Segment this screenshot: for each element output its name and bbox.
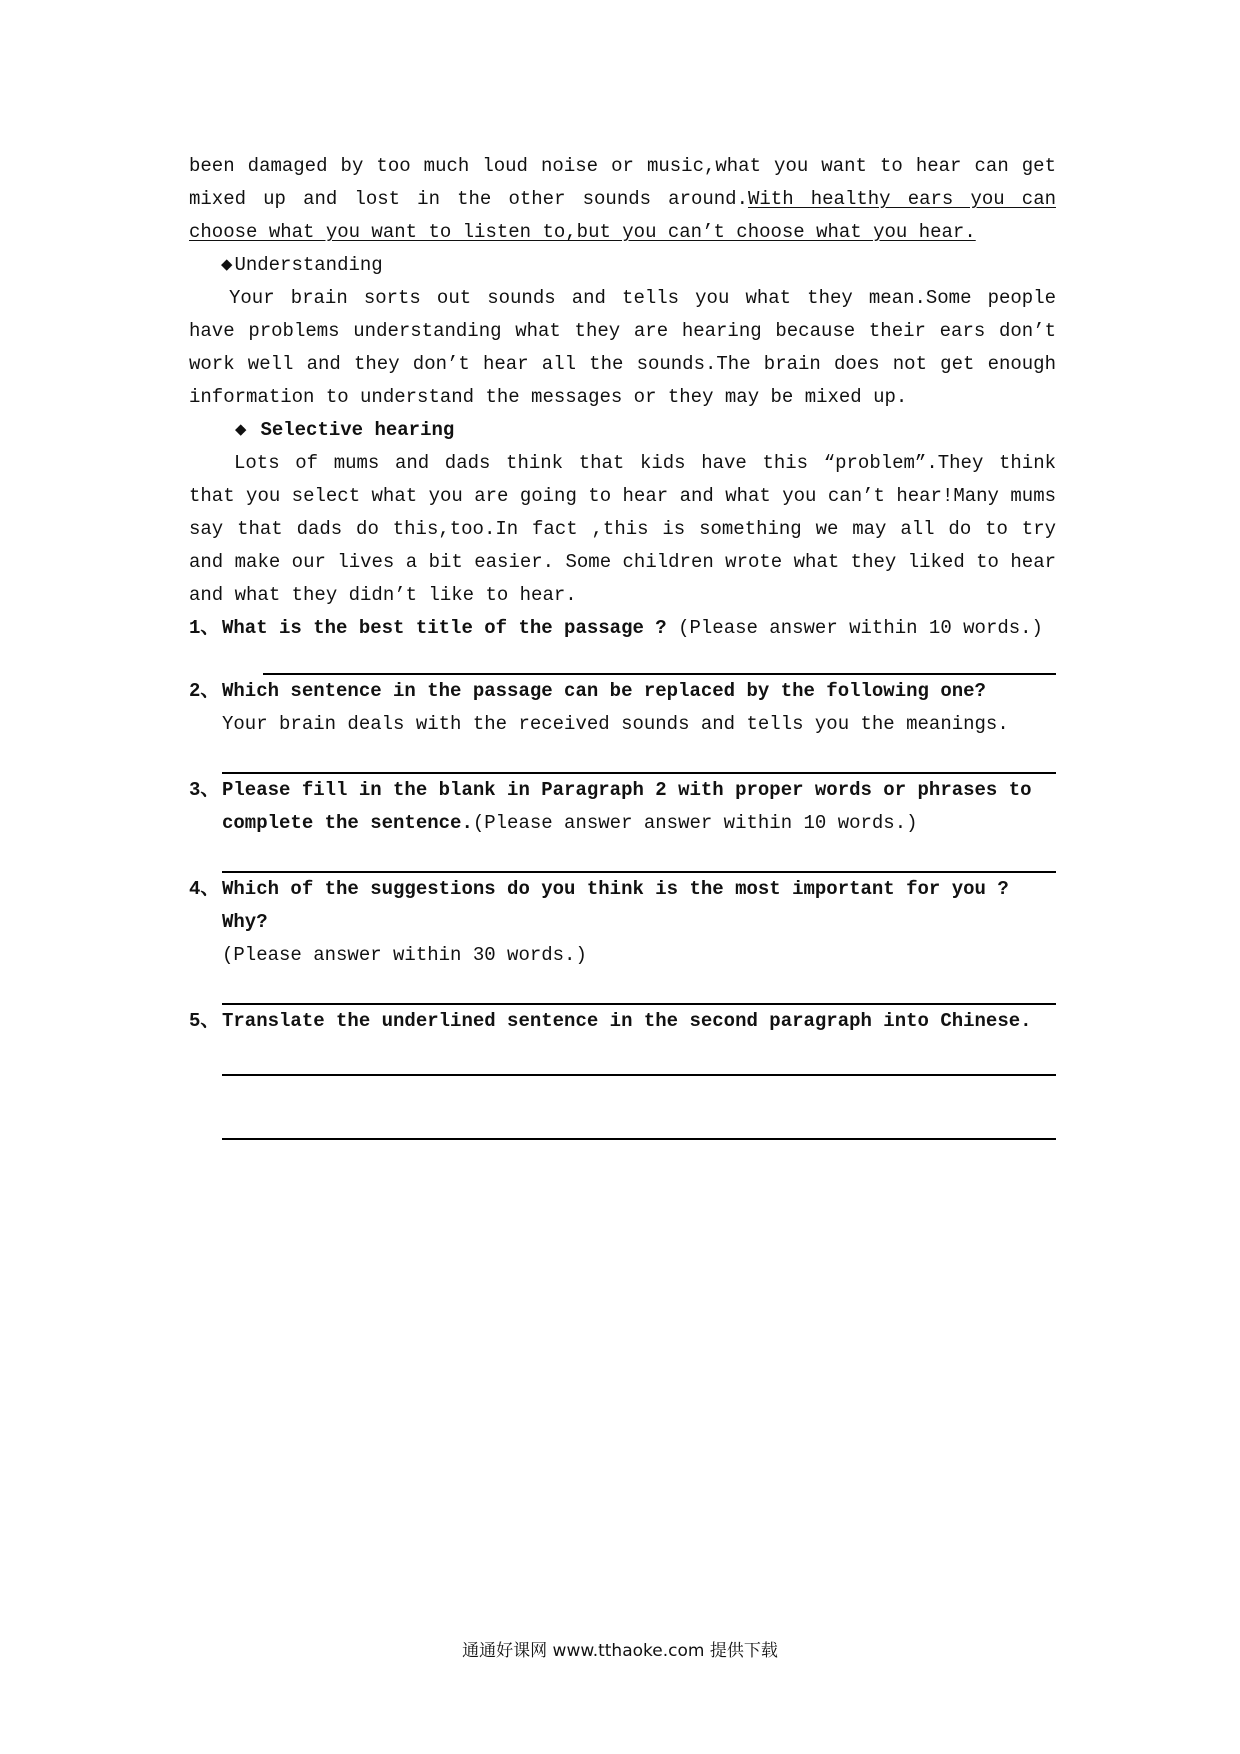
answer-line-5b[interactable] xyxy=(222,1076,1056,1140)
question-number: 3、 xyxy=(189,779,220,801)
page-footer: 通通好课网 www.tthaoke.com 提供下载 xyxy=(462,1641,778,1661)
question-text: Please fill in the blank in Paragraph 2 with proper words or phrases to complete the sentence. xyxy=(222,779,1032,834)
answer-line-4[interactable] xyxy=(222,972,1056,1005)
answer-line-3[interactable] xyxy=(222,840,1056,873)
question-5 xyxy=(189,1005,1056,1038)
question-note: (Please answer within 10 words.) xyxy=(678,617,1043,639)
passage-paragraph-2: Your brain sorts out sounds and tells you what they mean.Some people have problems understanding what they are hearing because their ears don’t work well and they don’t hear all the sounds.The brain does not get enough information to understand the messages or they may be mixed up. xyxy=(189,287,1056,408)
answer-line-2[interactable] xyxy=(222,741,1056,774)
diamond-bullet-icon: ◆ xyxy=(235,419,247,441)
question-text: Translate the underlined sentence in the second paragraph into Chinese. xyxy=(222,1010,1032,1032)
heading-text: Understanding xyxy=(234,254,383,276)
question-2-sentence: Your brain deals with the received sounds and tells you the meanings. xyxy=(222,713,1009,735)
section-heading-selective-hearing xyxy=(189,414,1056,447)
question-number: 4、 xyxy=(189,878,220,900)
question-2 xyxy=(189,675,1056,708)
heading-text: Selective hearing xyxy=(260,419,455,441)
question-4-note: (Please answer within 30 words.) xyxy=(222,944,587,966)
answer-line-1[interactable] xyxy=(263,645,1056,675)
passage-paragraph-3: Lots of mums and dads think that kids have this “problem”.They think that you select what you are going to hear and what you can’t hear!Many mums say that dads do this,too.In fact ,this is something we may all do to try and make our lives a bit easier. Some children wrote what they liked to hear and what they didn’t like to hear. xyxy=(189,452,1056,606)
section-heading-understanding xyxy=(189,249,1056,282)
question-number: 2、 xyxy=(189,680,220,702)
passage-paragraph-1 xyxy=(189,150,1056,249)
question-1 xyxy=(189,612,1056,645)
question-4 xyxy=(189,873,1056,939)
question-text: Which sentence in the passage can be replaced by the following one? xyxy=(222,680,986,702)
question-3 xyxy=(189,774,1056,840)
answer-line-5a[interactable] xyxy=(222,1038,1056,1076)
paragraph-text: been damaged by too much loud noise or music,what you want to hear can get mixed up and lost in the other sounds around. xyxy=(189,155,1056,210)
question-text: What is the best title of the passage ? xyxy=(222,617,667,639)
underlined-sentence: With healthy ears you can choose what you want to listen to,but you can’t choose what you hear. xyxy=(189,188,1056,243)
question-note: (Please answer answer within 10 words.) xyxy=(472,812,918,834)
question-number: 5、 xyxy=(189,1010,220,1032)
diamond-bullet-icon: ◆ xyxy=(221,254,233,276)
question-number: 1、 xyxy=(189,617,220,639)
question-text: Which of the suggestions do you think is the most important for you ? Why? xyxy=(222,878,1009,933)
document-body xyxy=(189,150,1056,1140)
